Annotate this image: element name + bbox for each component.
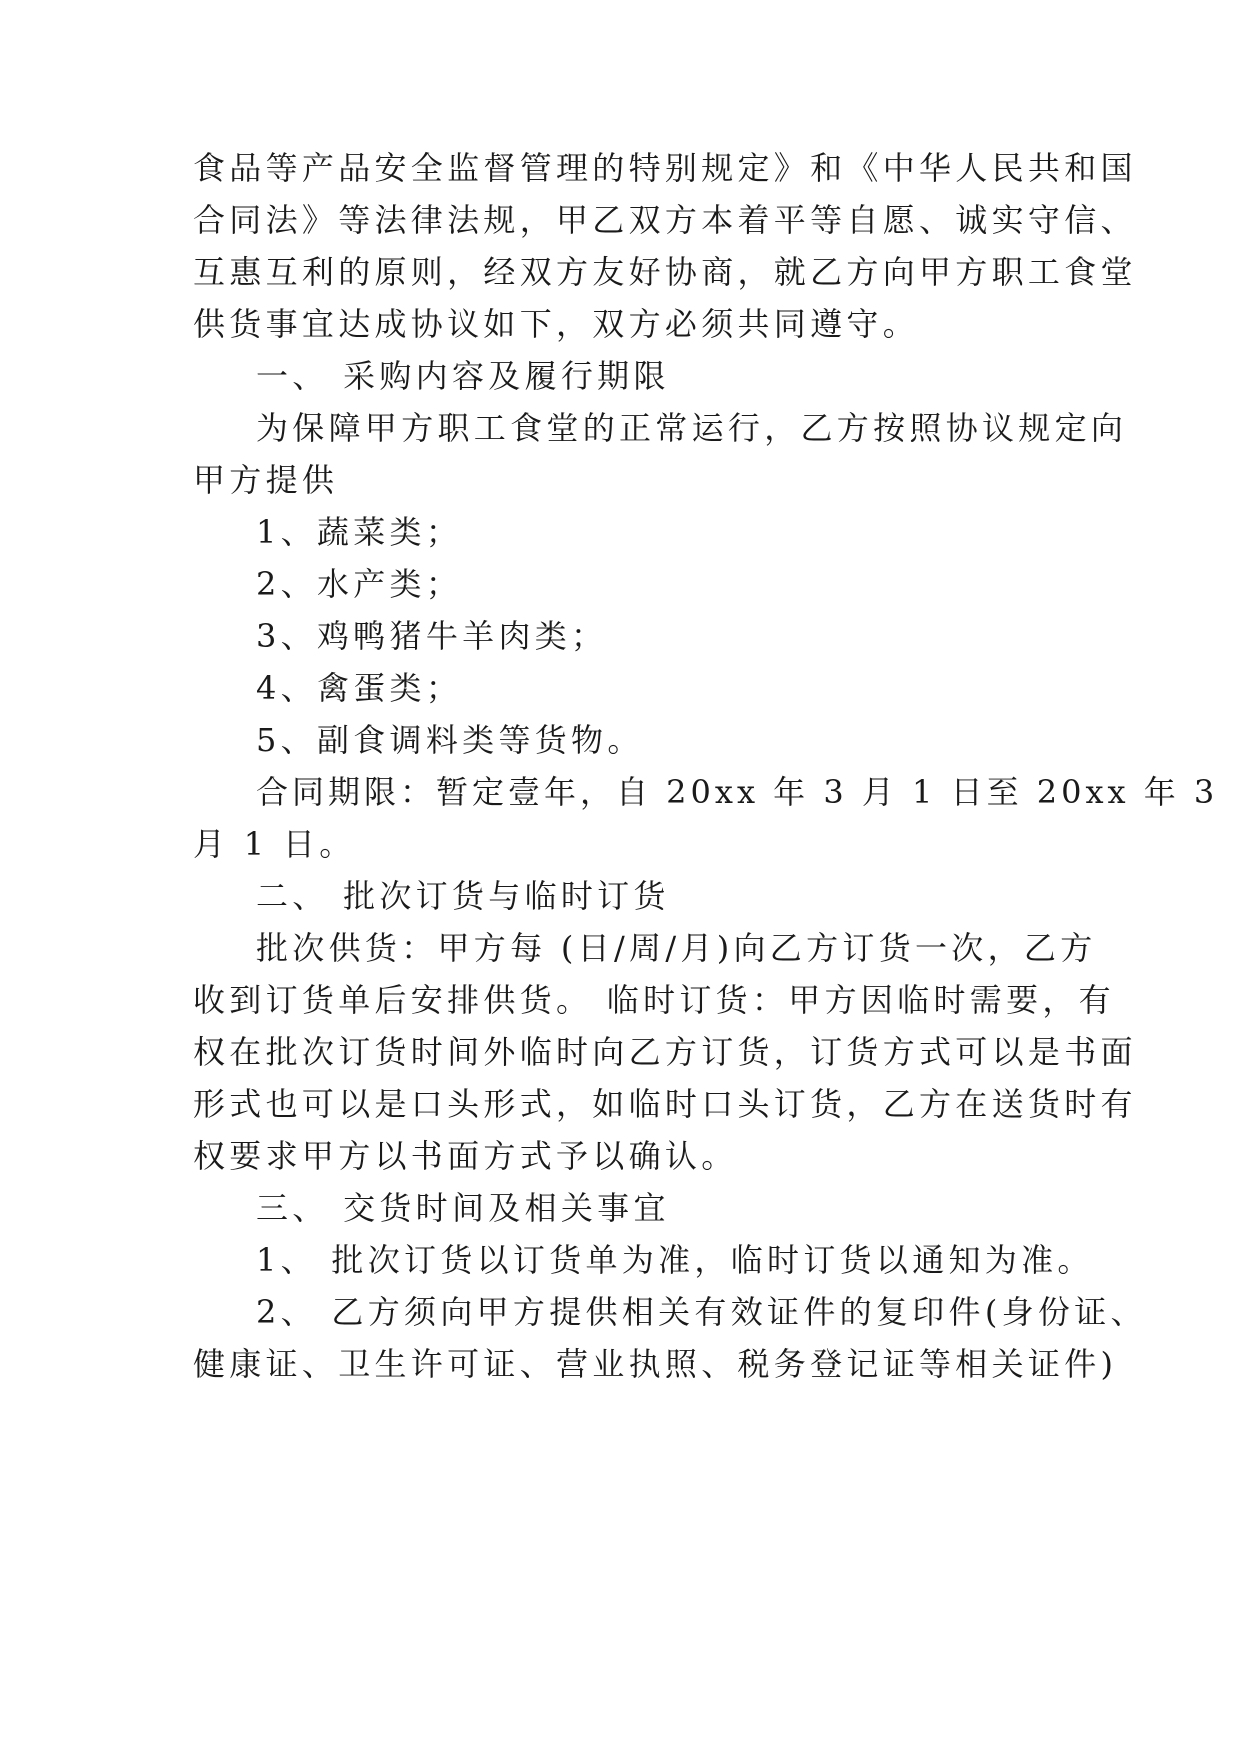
body-text-line: 月 1 日。 [193,825,356,863]
body-text-line: 互惠互利的原则，经双方友好协商，就乙方向甲方职工食堂 [193,253,1137,291]
list-item: 5、副食调料类等货物。 [256,721,644,759]
list-item: 1、蔬菜类； [256,513,463,551]
list-item: 4、禽蛋类； [256,669,463,707]
body-text-line: 收到订货单后安排供货。 临时订货：甲方因临时需要，有 [193,981,1115,1019]
body-text-line: 形式也可以是口头形式，如临时口头订货，乙方在送货时有 [193,1085,1137,1123]
body-text-line: 供货事宜达成协议如下，双方必须共同遵守。 [193,305,920,343]
list-item: 3、鸡鸭猪牛羊肉类； [256,617,608,655]
list-item: 1、 批次订货以订货单为准，临时订货以通知为准。 [256,1241,1094,1279]
body-text-line: 权在批次订货时间外临时向乙方订货，订货方式可以是书面 [193,1033,1137,1071]
body-text-line: 权要求甲方以书面方式予以确认。 [193,1137,738,1175]
body-text-line: 合同期限：暂定壹年，自 20xx 年 3 月 1 日至 20xx 年 3 [256,773,1219,811]
section-heading-3: 三、 交货时间及相关事宜 [256,1189,670,1227]
section-heading-1: 一、 采购内容及履行期限 [256,357,670,395]
section-heading-2: 二、 批次订货与临时订货 [256,877,670,915]
body-text-line: 批次供货：甲方每 (日/周/月)向乙方订货一次，乙方 [256,929,1097,967]
body-text-line: 为保障甲方职工食堂的正常运行，乙方按照协议规定向 [256,409,1128,447]
list-item: 2、 乙方须向甲方提供相关有效证件的复印件(身份证、 [256,1293,1147,1331]
body-text-line: 食品等产品安全监督管理的特别规定》和《中华人民共和国 [193,149,1137,187]
body-text-line: 合同法》等法律法规，甲乙双方本着平等自愿、诚实守信、 [193,201,1137,239]
body-text-line: 甲方提供 [193,461,339,499]
list-item: 2、水产类； [256,565,463,603]
body-text-line: 健康证、卫生许可证、营业执照、税务登记证等相关证件) [193,1345,1118,1383]
